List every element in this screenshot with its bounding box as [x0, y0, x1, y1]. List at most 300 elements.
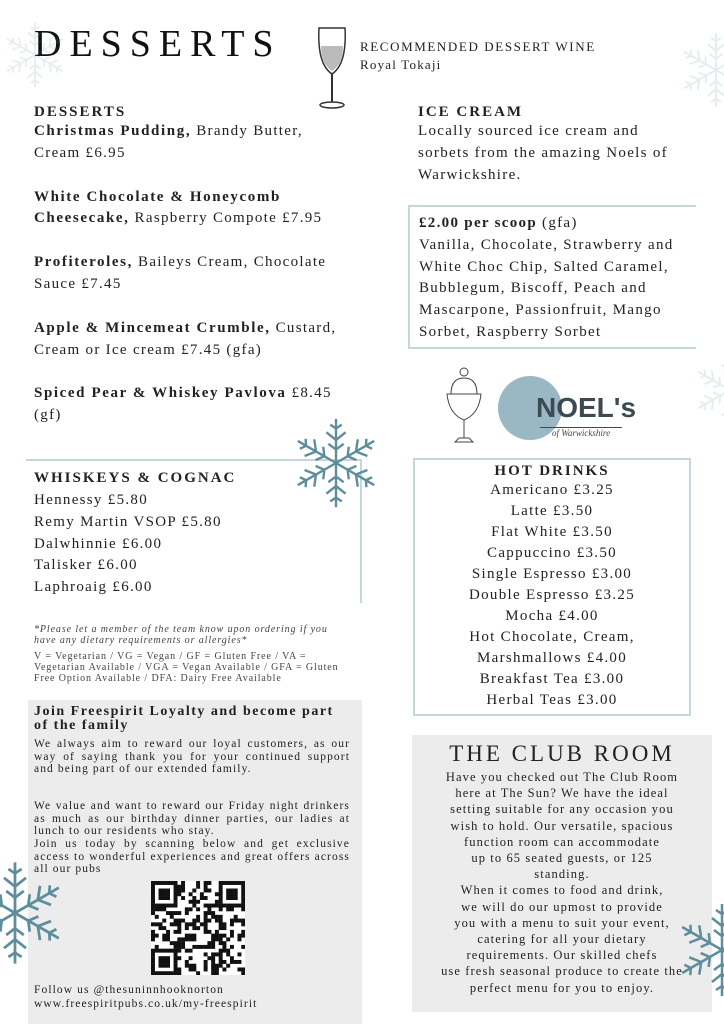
qr-module: [226, 949, 230, 953]
qr-module: [241, 930, 245, 934]
dietary-key: V = Vegetarian / VG = Vegan / GF = Gluten Free / VA = Vegetarian Available / VGA = Vegan Available / GFA = Gluten Free Option Available / DFA: Dairy Free Available: [34, 651, 339, 684]
qr-module: [177, 967, 181, 971]
qr-module: [189, 892, 193, 896]
dessert-name: Apple & Mincemeat Crumble,: [34, 319, 271, 336]
qr-module: [192, 900, 196, 904]
whiskey-item: Hennessy £5.80: [34, 492, 149, 508]
desserts-section: [34, 104, 354, 449]
qr-module: [211, 911, 215, 915]
qr-module: [155, 949, 159, 953]
whiskeys-section: [34, 470, 236, 599]
dessert-item: [34, 252, 354, 296]
qr-module: [192, 967, 196, 971]
whiskeys-heading: WHISKEYS & COGNAC: [34, 470, 237, 486]
qr-module: [170, 911, 174, 915]
club-room-box: [412, 735, 712, 1012]
scoop-price: £2.00 per scoop: [419, 215, 537, 231]
dessert-item: [34, 318, 354, 362]
qr-module: [215, 952, 219, 956]
qr-module: [230, 889, 234, 893]
qr-module: [219, 934, 223, 938]
ice-cream-heading: ICE CREAM: [418, 104, 524, 120]
whiskey-item: Remy Martin VSOP £5.80: [34, 513, 222, 530]
wine-glass-icon: [315, 24, 349, 112]
qr-module: [219, 941, 223, 945]
qr-module: [151, 937, 155, 941]
dessert-desc: £8.45 (gf): [34, 385, 332, 424]
qr-module: [230, 930, 234, 934]
qr-module: [162, 926, 166, 930]
qr-module: [211, 904, 215, 908]
qr-module: [162, 919, 166, 923]
qr-module: [181, 919, 185, 923]
qr-module: [162, 937, 166, 941]
qr-module: [230, 945, 234, 949]
snowflake-icon: [0, 20, 70, 90]
qr-module: [241, 907, 245, 911]
qr-module: [177, 911, 181, 915]
qr-module: [166, 904, 170, 908]
hot-drink-item: Single Espresso £3.00: [471, 566, 633, 582]
qr-module: [159, 892, 163, 896]
qr-module: [155, 904, 159, 908]
qr-module: [215, 904, 219, 908]
qr-module: [211, 956, 215, 960]
follow-text: Follow us @thesuninnhooknorton: [34, 984, 224, 996]
qr-module: [185, 922, 189, 926]
qr-module: [192, 922, 196, 926]
qr-module: [181, 885, 185, 889]
qr-module: [230, 960, 234, 964]
qr-module: [241, 904, 245, 908]
qr-module: [177, 941, 181, 945]
qr-module: [204, 960, 208, 964]
club-room-line: use fresh seasonal produce to create the: [441, 964, 683, 979]
qr-module: [174, 945, 178, 949]
qr-module: [166, 911, 170, 915]
hot-drink-item: Double Espresso £3.25: [468, 587, 636, 603]
qr-module: [159, 971, 163, 975]
qr-module: [230, 956, 234, 960]
qr-module: [219, 885, 223, 889]
qr-module: [200, 892, 204, 896]
qr-module: [219, 904, 223, 908]
qr-module: [219, 952, 223, 956]
qr-module: [230, 892, 234, 896]
loyalty-p3: Join us today by scanning below and get exclusive access to wonderful experiences and great offers across all our pubs: [34, 838, 350, 875]
qr-module: [211, 952, 215, 956]
club-room-heading: THE CLUB ROOM: [449, 741, 675, 766]
qr-module: [159, 926, 163, 930]
qr-module: [234, 889, 238, 893]
qr-module: [159, 960, 163, 964]
qr-module: [196, 881, 200, 885]
qr-module: [222, 904, 226, 908]
qr-module: [166, 956, 170, 960]
qr-module: [151, 971, 155, 975]
qr-module: [196, 926, 200, 930]
qr-module: [211, 941, 215, 945]
club-room-line: requirements. Our skilled chefs: [466, 948, 658, 963]
qr-module: [189, 907, 193, 911]
qr-module: [222, 949, 226, 953]
qr-module: [174, 904, 178, 908]
qr-module: [189, 949, 193, 953]
qr-module: [215, 900, 219, 904]
qr-module: [174, 881, 178, 885]
qr-module: [234, 904, 238, 908]
qr-module: [215, 934, 219, 938]
qr-module: [159, 907, 163, 911]
qr-module: [170, 971, 174, 975]
qr-module: [215, 971, 219, 975]
whiskey-item: Dalwhinnie £6.00: [34, 535, 163, 552]
qr-module: [159, 896, 163, 900]
qr-module: [219, 960, 223, 964]
hot-drink-item: Cappuccino £3.50: [487, 545, 617, 561]
qr-module: [219, 900, 223, 904]
qr-module: [241, 971, 245, 975]
qr-module: [237, 881, 241, 885]
dessert-item: [34, 187, 354, 231]
loyalty-url[interactable]: www.freespiritpubs.co.uk/my-freespirit: [34, 998, 258, 1010]
qr-module: [174, 892, 178, 896]
wine-heading: RECOMMENDED DESSERT WINE: [360, 39, 596, 54]
qr-module: [219, 896, 223, 900]
qr-module: [204, 926, 208, 930]
qr-module: [222, 926, 226, 930]
qr-module: [174, 971, 178, 975]
qr-module: [159, 881, 163, 885]
qr-module: [177, 885, 181, 889]
qr-module: [162, 960, 166, 964]
qr-module: [177, 919, 181, 923]
snowflake-icon: [690, 350, 724, 430]
qr-module: [166, 964, 170, 968]
qr-module: [189, 956, 193, 960]
qr-module: [151, 952, 155, 956]
qr-module: [211, 934, 215, 938]
qr-module: [181, 896, 185, 900]
qr-module: [196, 885, 200, 889]
qr-module: [166, 881, 170, 885]
qr-module: [237, 904, 241, 908]
qr-module: [219, 915, 223, 919]
qr-module: [151, 960, 155, 964]
qr-module: [181, 945, 185, 949]
qr-module: [185, 960, 189, 964]
qr-module: [162, 892, 166, 896]
qr-module: [241, 967, 245, 971]
qr-module: [196, 919, 200, 923]
qr-module: [174, 885, 178, 889]
qr-module: [192, 896, 196, 900]
qr-module: [159, 956, 163, 960]
qr-module: [189, 900, 193, 904]
club-room-line: setting suitable for any occasion you: [450, 802, 674, 817]
hot-drinks-box: [413, 458, 691, 716]
qr-module: [241, 892, 245, 896]
qr-module: [189, 964, 193, 968]
club-room-line: we will do our upmost to provide: [461, 899, 663, 914]
qr-module: [204, 952, 208, 956]
qr-module: [215, 964, 219, 968]
qr-module: [185, 907, 189, 911]
club-room-line: function room can accommodate: [463, 834, 661, 849]
qr-module: [241, 881, 245, 885]
qr-module: [222, 960, 226, 964]
loyalty-box: [28, 700, 362, 1024]
qr-module: [241, 934, 245, 938]
qr-module: [177, 930, 181, 934]
club-room-line: you with a menu to suit your event,: [454, 915, 670, 930]
qr-module: [241, 922, 245, 926]
qr-module: [174, 960, 178, 964]
qr-module: [204, 915, 208, 919]
qr-module: [189, 922, 193, 926]
qr-module: [166, 892, 170, 896]
qr-module: [174, 896, 178, 900]
qr-module: [185, 937, 189, 941]
qr-module: [155, 934, 159, 938]
qr-module: [226, 907, 230, 911]
qr-module: [185, 934, 189, 938]
qr-module: [166, 960, 170, 964]
qr-module: [230, 904, 234, 908]
snowflake-icon: [288, 415, 384, 511]
qr-code[interactable]: [151, 881, 245, 975]
qr-module: [177, 926, 181, 930]
qr-module: [241, 889, 245, 893]
qr-module: [207, 941, 211, 945]
qr-module: [237, 934, 241, 938]
hot-drink-item: Flat White £3.50: [491, 524, 613, 540]
qr-module: [159, 964, 163, 968]
qr-module: [204, 889, 208, 893]
qr-module: [181, 889, 185, 893]
qr-module: [166, 937, 170, 941]
qr-module: [185, 926, 189, 930]
qr-module: [170, 881, 174, 885]
qr-module: [162, 964, 166, 968]
qr-module: [181, 941, 185, 945]
qr-module: [219, 937, 223, 941]
qr-module: [155, 907, 159, 911]
hot-drink-item: Breakfast Tea £3.00: [479, 671, 625, 687]
qr-module: [166, 949, 170, 953]
qr-module: [192, 945, 196, 949]
qr-module: [241, 945, 245, 949]
qr-module: [151, 885, 155, 889]
club-room-line: When it comes to food and drink,: [460, 883, 664, 898]
qr-module: [234, 881, 238, 885]
dessert-name: White Chocolate & Honeycomb Cheesecake,: [34, 188, 281, 227]
qr-module: [151, 949, 155, 953]
whiskey-item: Laphroaig £6.00: [34, 579, 153, 596]
loyalty-p2: We value and want to reward our Friday night drinkers as much as our birthday dinner parties, our ladies at lunch to our residents who stay.: [34, 800, 350, 837]
qr-module: [222, 945, 226, 949]
hot-drink-item: Mocha £4.00: [505, 608, 599, 624]
qr-module: [159, 904, 163, 908]
qr-module: [237, 960, 241, 964]
qr-module: [237, 937, 241, 941]
hot-drink-item: Americano £3.25: [490, 482, 614, 498]
qr-module: [174, 967, 178, 971]
qr-module: [211, 945, 215, 949]
qr-module: [162, 907, 166, 911]
qr-module: [162, 896, 166, 900]
qr-module: [159, 889, 163, 893]
wine-name: Royal Tokaji: [360, 57, 442, 72]
qr-module: [241, 900, 245, 904]
qr-module: [204, 885, 208, 889]
qr-module: [230, 896, 234, 900]
qr-module: [215, 915, 219, 919]
qr-module: [204, 904, 208, 908]
qr-module: [151, 892, 155, 896]
qr-module: [151, 900, 155, 904]
qr-module: [192, 889, 196, 893]
club-room-line: wish to hold. Our versatile, spacious: [450, 818, 674, 833]
qr-module: [155, 922, 159, 926]
loyalty-heading: Join Freespirit Loyalty and become part of the family: [34, 704, 334, 733]
qr-module: [151, 934, 155, 938]
hot-drinks-heading: HOT DRINKS: [494, 463, 610, 479]
qr-module: [226, 964, 230, 968]
club-room-line: catering for all your dietary: [477, 932, 647, 947]
qr-module: [185, 949, 189, 953]
qr-module: [192, 937, 196, 941]
qr-module: [222, 881, 226, 885]
qr-module: [196, 915, 200, 919]
qr-module: [207, 911, 211, 915]
dessert-name: Spiced Pear & Whiskey Pavlova: [34, 385, 287, 402]
club-room-line: Have you checked out The Club Room: [445, 770, 679, 784]
qr-module: [211, 967, 215, 971]
qr-module: [177, 956, 181, 960]
qr-module: [215, 930, 219, 934]
qr-module: [219, 926, 223, 930]
qr-module: [207, 907, 211, 911]
qr-module: [174, 930, 178, 934]
qr-module: [234, 915, 238, 919]
qr-module: [166, 930, 170, 934]
qr-module: [189, 967, 193, 971]
qr-module: [230, 922, 234, 926]
qr-module: [211, 960, 215, 964]
noels-logo: NOEL's: [536, 392, 637, 423]
qr-module: [219, 949, 223, 953]
club-room-line: perfect menu for you to enjoy.: [469, 980, 655, 995]
qr-module: [200, 896, 204, 900]
qr-module: [170, 949, 174, 953]
qr-module: [177, 971, 181, 975]
qr-module: [226, 892, 230, 896]
qr-module: [234, 919, 238, 923]
qr-module: [215, 937, 219, 941]
qr-module: [177, 889, 181, 893]
snowflake-icon: [672, 900, 724, 1000]
qr-module: [222, 967, 226, 971]
dessert-item: [34, 121, 354, 165]
snowflake-icon: [0, 858, 70, 968]
qr-module: [237, 967, 241, 971]
qr-module: [196, 945, 200, 949]
qr-module: [219, 919, 223, 923]
whiskey-item: Talisker £6.00: [34, 557, 138, 574]
qr-module: [204, 911, 208, 915]
qr-module: [230, 881, 234, 885]
ice-cream-intro: Locally sourced ice cream and sorbets from the amazing Noels of Warwickshire.: [418, 123, 668, 183]
qr-module: [155, 945, 159, 949]
club-room-line: up to 65 seated guests, or 125: [471, 851, 653, 866]
qr-module: [170, 915, 174, 919]
qr-module: [230, 919, 234, 923]
hot-drink-item: Marshmallows £4.00: [476, 650, 628, 666]
qr-module: [237, 952, 241, 956]
qr-module: [177, 949, 181, 953]
qr-module: [151, 896, 155, 900]
qr-module: [155, 971, 159, 975]
dessert-desc: Raspberry Compote £7.95: [129, 210, 323, 227]
dessert-desc: Brandy Butter, Cream £6.95: [34, 123, 303, 161]
qr-module: [207, 889, 211, 893]
qr-module: [151, 922, 155, 926]
qr-module: [162, 889, 166, 893]
qr-module: [166, 934, 170, 938]
qr-module: [215, 892, 219, 896]
qr-module: [215, 967, 219, 971]
ice-cream-section: [418, 104, 688, 186]
qr-module: [177, 937, 181, 941]
qr-module: [219, 881, 223, 885]
hot-drink-item: Latte £3.50: [510, 503, 594, 519]
qr-module: [204, 881, 208, 885]
qr-module: [226, 889, 230, 893]
qr-module: [241, 919, 245, 923]
hot-drink-item: Herbal Teas £3.00: [486, 692, 618, 708]
qr-module: [174, 952, 178, 956]
qr-module: [204, 945, 208, 949]
qr-module: [151, 967, 155, 971]
scoop-box: [408, 205, 696, 349]
qr-module: [204, 922, 208, 926]
dessert-desc: Custard, Cream or Ice cream £7.45 (gfa): [34, 319, 337, 358]
qr-module: [192, 934, 196, 938]
qr-module: [219, 907, 223, 911]
qr-module: [204, 896, 208, 900]
qr-module: [207, 881, 211, 885]
qr-module: [170, 922, 174, 926]
desserts-heading: DESSERTS: [34, 104, 127, 120]
dessert-name: Christmas Pudding,: [34, 123, 192, 139]
qr-module: [234, 896, 238, 900]
qr-module: [207, 904, 211, 908]
qr-module: [189, 934, 193, 938]
qr-module: [192, 926, 196, 930]
qr-module: [219, 964, 223, 968]
dessert-name: Profiteroles,: [34, 254, 133, 271]
qr-module: [170, 941, 174, 945]
qr-module: [162, 881, 166, 885]
qr-module: [177, 945, 181, 949]
qr-module: [211, 964, 215, 968]
qr-module: [219, 922, 223, 926]
qr-module: [162, 904, 166, 908]
qr-module: [174, 964, 178, 968]
qr-module: [177, 922, 181, 926]
qr-module: [151, 911, 155, 915]
